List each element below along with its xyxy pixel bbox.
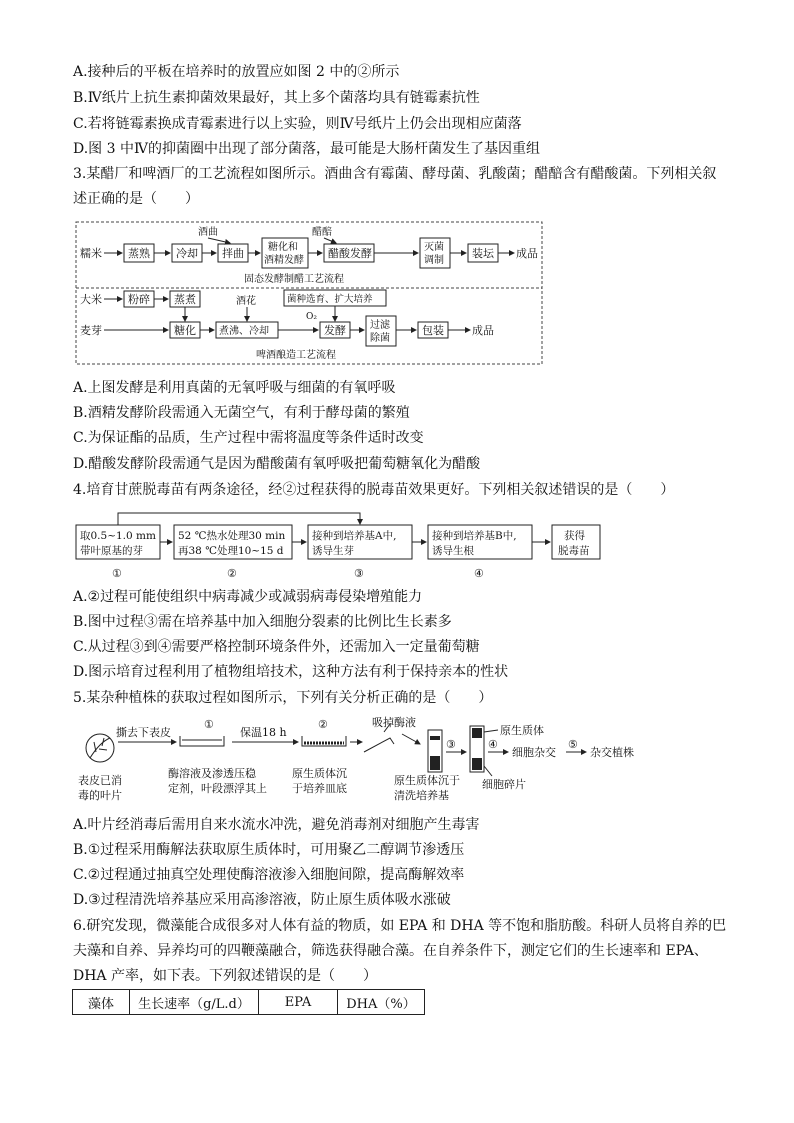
q5-bottom-debris: 细胞碎片 bbox=[482, 778, 526, 791]
q5-process-diagram bbox=[72, 712, 692, 808]
q5-option-c: C.②过程通过抽真空处理使酶溶液渗入细胞间隙，提高酶解效率 bbox=[73, 867, 465, 883]
q2-option-c: C.若将链霉素换成青霉素进行以上实验，则Ⅳ号纸片上仍会出现相应菌落 bbox=[73, 116, 522, 132]
q5-option-a: A.叶片经消毒后需用自来水流水冲洗，避免消毒剂对细胞产生毒害 bbox=[73, 817, 480, 833]
q4-option-c: C.从过程③到④需要严格控制环境条件外，还需加入一定量葡萄糖 bbox=[73, 639, 480, 655]
q5-bottom-leaf-2: 毒的叶片 bbox=[78, 789, 122, 802]
q4-stem: 4.培育甘蔗脱毒苗有两条途径，经②过程获得的脱毒苗效果更好。下列相关叙述错误的是（ ） bbox=[73, 482, 675, 498]
q6-stem-line3: DHA 产率，如下表。下列叙述错误的是（ ） bbox=[73, 968, 377, 984]
q4-step-4: ④ bbox=[474, 567, 484, 580]
q4-option-a: A.②过程可能使组织中病毒减少或减弱病毒侵染增殖能力 bbox=[73, 589, 423, 605]
b-step-ferment: 发酵 bbox=[324, 324, 346, 337]
b-step-sacch: 糖化 bbox=[174, 324, 196, 337]
q6-stem-line2: 夫藻和自养、异养均可的四鞭藻融合，筛选获得融合藻。在自养条件下，测定它们的生长速率和 EPA、 bbox=[73, 943, 708, 959]
q4-step-1: ① bbox=[112, 567, 122, 580]
q5-label-remove: 吸掉酶液 bbox=[372, 716, 416, 729]
table-header-row bbox=[73, 990, 425, 1015]
q5-label-peel: 撕去下表皮 bbox=[116, 726, 171, 739]
v-input-mash: 醋醅 bbox=[312, 227, 332, 238]
q5-label-step2: ② bbox=[318, 718, 328, 731]
tube-1-icon bbox=[428, 730, 442, 772]
v-step-sacch-2: 酒精发酵 bbox=[264, 255, 304, 266]
b-input-strain: 菌种选育、扩大培养 bbox=[287, 294, 373, 305]
q5-stem: 5.某杂种植株的获取过程如图所示，下列有关分析正确的是（ ） bbox=[73, 690, 493, 706]
b-rice: 大米 bbox=[80, 293, 102, 306]
v-step-sterilize-2: 调制 bbox=[424, 255, 444, 266]
q4-option-d: D.图示培育过程利用了植物组培技术，这种方法有利于保持亲本的性状 bbox=[73, 664, 509, 680]
v-step-bottle: 装坛 bbox=[472, 247, 494, 260]
b-step-filter-1: 过滤 bbox=[370, 320, 390, 331]
dish-1-icon bbox=[180, 736, 224, 746]
q5-option-b: B.①过程采用酶解法获取原生质体时，可用聚乙二醇调节渗透压 bbox=[73, 842, 465, 858]
tube-2-icon bbox=[470, 726, 484, 772]
q5-option-d: D.③过程清洗培养基应采用高渗溶液，防止原生质体吸水涨破 bbox=[73, 892, 451, 908]
q3-process-diagram bbox=[70, 218, 550, 368]
q5-label-step4: ④ bbox=[488, 738, 498, 751]
q4-box5-line1: 获得 bbox=[564, 530, 585, 542]
v-step-sacch-1: 糖化和 bbox=[268, 242, 298, 253]
q4-box1-line1: 取0.5~1.0 mm bbox=[80, 530, 156, 542]
q5-label-protoplast: 原生质体 bbox=[500, 724, 544, 737]
b-step-pack: 包装 bbox=[422, 324, 444, 337]
q4-box2-line1: 52 ℃热水处理30 min bbox=[178, 530, 286, 542]
q5-label-hybrid: 杂交植株 bbox=[590, 746, 634, 759]
b-end: 成品 bbox=[472, 324, 494, 337]
v-step-mix: 拌曲 bbox=[222, 247, 244, 260]
q5-bottom-enzyme-1: 酶溶液及渗透压稳 bbox=[168, 767, 256, 780]
b-step-boil: 煮沸、冷却 bbox=[219, 326, 269, 337]
q4-box2-line2: 再38 ℃处理10~15 d bbox=[178, 545, 284, 557]
q2-option-a: A.接种后的平板在培养时的放置应如图 2 中的②所示 bbox=[73, 64, 400, 80]
q5-bottom-enzyme-2: 定剂，叶段漂浮其上 bbox=[168, 782, 267, 795]
q4-box4-line1: 接种到培养基B中, bbox=[432, 530, 517, 542]
b-step-cook: 蒸煮 bbox=[174, 293, 196, 306]
q3-stem-line2: 述正确的是（ ） bbox=[73, 191, 199, 207]
leaf-icon bbox=[86, 734, 114, 762]
q4-box1-line2: 带叶原基的芽 bbox=[80, 545, 143, 557]
q5-bottom-wash-1: 原生质体沉于 bbox=[394, 774, 460, 787]
b-malt: 麦芽 bbox=[80, 324, 102, 337]
vinegar-caption: 固态发酵制醋工艺流程 bbox=[244, 274, 344, 285]
b-input-o2: O₂ bbox=[306, 312, 317, 322]
col-epa: EPA bbox=[259, 990, 338, 1015]
v-end: 成品 bbox=[516, 247, 538, 260]
q4-step-3: ③ bbox=[354, 567, 364, 580]
q3-stem-line1: 3.某醋厂和啤酒厂的工艺流程如图所示。酒曲含有霉菌、酵母菌、乳酸菌；醋醅含有醋酸菌。下列相关叙 bbox=[73, 166, 717, 182]
q4-box3-line1: 接种到培养基A中, bbox=[312, 530, 397, 542]
v-step-sterilize-1: 灭菌 bbox=[424, 242, 444, 253]
v-step-acetic: 醋酸发酵 bbox=[328, 247, 372, 260]
v-step-steam: 蒸熟 bbox=[128, 247, 150, 260]
q5-bottom-settle-2: 于培养皿底 bbox=[292, 782, 347, 795]
q4-box3-line2: 诱导生芽 bbox=[312, 545, 354, 557]
q5-label-incubate: 保温18 h bbox=[240, 726, 287, 739]
q5-bottom-leaf-1: 表皮已消 bbox=[78, 774, 122, 787]
q4-process-diagram bbox=[70, 507, 630, 583]
q5-label-step1: ① bbox=[204, 718, 214, 731]
q5-label-fusion: 细胞杂交 bbox=[512, 746, 556, 759]
col-algae: 藻体 bbox=[73, 990, 130, 1015]
q6-stem-line1: 6.研究发现，微藻能合成很多对人体有益的物质，如 EPA 和 DHA 等不饱和脂肪酸。科研人员将自养的巴 bbox=[73, 918, 727, 934]
col-dha: DHA（%） bbox=[338, 990, 425, 1015]
q3-option-a: A.上图发酵是利用真菌的无氧呼吸与细菌的有氧呼吸 bbox=[73, 380, 396, 396]
q5-bottom-wash-2: 清洗培养基 bbox=[394, 789, 449, 802]
q4-box5-line2: 脱毒苗 bbox=[558, 545, 590, 557]
q3-option-d: D.醋酸发酵阶段需通气是因为醋酸菌有氧呼吸把葡萄糖氧化为醋酸 bbox=[73, 456, 481, 472]
q5-bottom-settle-1: 原生质体沉 bbox=[292, 767, 347, 780]
q3-option-c: C.为保证酯的品质，生产过程中需将温度等条件适时改变 bbox=[73, 430, 424, 446]
col-growth-rate: 生长速率（g/L.d） bbox=[130, 990, 259, 1015]
q2-option-d: D.图 3 中Ⅳ的抑菌圈中出现了部分菌落，最可能是大肠杆菌发生了基因重组 bbox=[73, 141, 540, 157]
q3-option-b: B.酒精发酵阶段需通入无菌空气，有利于酵母菌的繁殖 bbox=[73, 405, 410, 421]
q2-option-b: B.Ⅳ纸片上抗生素抑菌效果最好，其上多个菌落均具有链霉素抗性 bbox=[73, 90, 480, 106]
q4-box4-line2: 诱导生根 bbox=[432, 545, 474, 557]
q4-step-2: ② bbox=[227, 567, 237, 580]
dish-2-icon bbox=[302, 736, 346, 746]
b-step-filter-2: 除菌 bbox=[370, 333, 390, 344]
q4-option-b: B.图中过程③需在培养基中加入细胞分裂素的比例比生长素多 bbox=[73, 614, 452, 630]
beer-caption: 啤酒酿造工艺流程 bbox=[256, 350, 336, 361]
q5-label-step5: ⑤ bbox=[568, 738, 578, 751]
q5-label-step3: ③ bbox=[446, 738, 456, 751]
b-step-grind: 粉碎 bbox=[128, 293, 150, 306]
v-start: 糯米 bbox=[80, 247, 102, 260]
b-input-hops: 酒花 bbox=[236, 296, 256, 307]
q6-data-table bbox=[72, 989, 425, 1015]
v-input-starter: 酒曲 bbox=[198, 227, 218, 238]
v-step-cool: 冷却 bbox=[176, 247, 198, 260]
